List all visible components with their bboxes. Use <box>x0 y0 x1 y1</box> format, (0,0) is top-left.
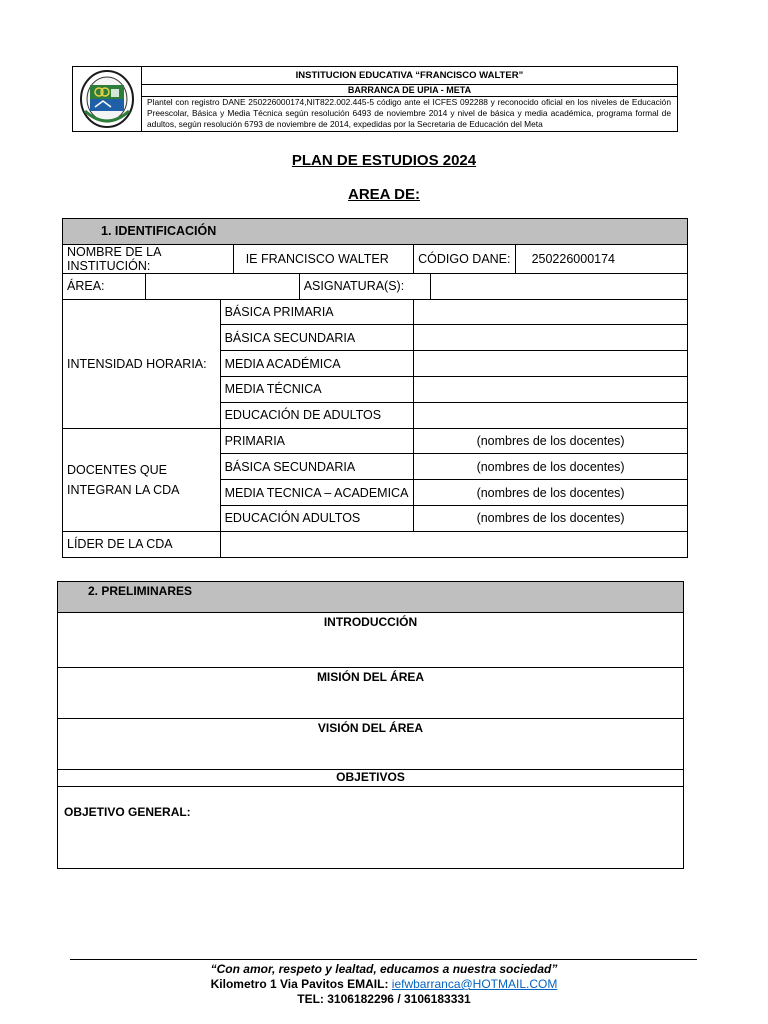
institution-name: INSTITUCION EDUCATIVA “FRANCISCO WALTER” <box>142 67 677 85</box>
docentes-names[interactable]: (nombres de los docentes) <box>414 428 688 454</box>
docentes-names[interactable]: (nombres de los docentes) <box>414 454 688 480</box>
preliminares-heading: 2. PRELIMINARES <box>58 582 684 613</box>
intensidad-hours-field[interactable] <box>414 351 688 377</box>
nombre-value: IE FRANCISCO WALTER <box>233 244 413 273</box>
institution-location: BARRANCA DE UPIA - META <box>142 84 677 97</box>
identificacion-heading: 1. IDENTIFICACIÓN <box>63 219 688 245</box>
docentes-level: EDUCACIÓN ADULTOS <box>220 505 414 531</box>
nombre-label: NOMBRE DE LA INSTITUCIÓN: <box>63 244 234 273</box>
area-label: ÁREA: <box>63 273 146 299</box>
intensidad-level: MEDIA ACADÉMICA <box>220 351 414 377</box>
footer-motto: “Con amor, respeto y lealtad, educamos a nuestra sociedad” <box>210 962 558 976</box>
plan-title: PLAN DE ESTUDIOS 2024 <box>291 152 477 169</box>
preliminares-table <box>57 581 684 869</box>
school-seal-logo <box>73 67 141 131</box>
footer-phones: TEL: 3106182296 / 3106183331 <box>297 992 471 1006</box>
docentes-level: PRIMARIA <box>220 428 414 454</box>
asignatura-value-field[interactable] <box>430 273 687 299</box>
dane-value: 250226000174 <box>515 244 687 273</box>
footer-divider <box>70 959 697 960</box>
asignatura-label: ASIGNATURA(S): <box>299 273 430 299</box>
intensidad-hours-field[interactable] <box>414 325 688 351</box>
objetivo-general-label: OBJETIVO GENERAL: <box>64 805 191 819</box>
introduccion-section[interactable] <box>58 613 684 668</box>
intensidad-level: EDUCACIÓN DE ADULTOS <box>220 402 414 428</box>
institution-header <box>72 66 678 132</box>
footer-address-text: Kilometro 1 Via Pavitos EMAIL: <box>210 977 392 991</box>
area-value-field[interactable] <box>145 273 299 299</box>
lider-value-field[interactable] <box>220 531 687 557</box>
intensidad-level: BÁSICA SECUNDARIA <box>220 325 414 351</box>
docentes-level: BÁSICA SECUNDARIA <box>220 454 414 480</box>
intensidad-level: MEDIA TÉCNICA <box>220 376 414 402</box>
footer-address <box>0 977 768 991</box>
objetivo-general-section[interactable] <box>58 787 684 869</box>
lider-label: LÍDER DE LA CDA <box>63 531 221 557</box>
docentes-label: DOCENTES QUE INTEGRAN LA CDA <box>63 428 221 531</box>
vision-section[interactable] <box>58 719 684 770</box>
dane-label: CÓDIGO DANE: <box>414 244 515 273</box>
docentes-names[interactable]: (nombres de los docentes) <box>414 505 688 531</box>
logo-cell <box>73 67 142 131</box>
vision-heading: VISIÓN DEL ÁREA <box>317 721 424 735</box>
institution-description: Plantel con registro DANE 250226000174,NIT822.002.445-5 código ante el ICFES 092288 y reconocido oficial en los niveles de Educación Preescolar, Básica y Media Técnica según resolución 6493 de noviembre 2014 y nivel de básica y media académica, programa formal de adultos, según resolución 6793 de noviembre de 2014, expedidas por la Secretaria de Educación del Meta <box>147 97 671 129</box>
identificacion-table <box>62 218 688 558</box>
docentes-names[interactable]: (nombres de los docentes) <box>414 480 688 506</box>
introduccion-heading: INTRODUCCIÓN <box>323 615 418 629</box>
intensidad-hours-field[interactable] <box>414 299 688 325</box>
footer-email-link[interactable]: iefwbarranca@HOTMAIL.COM <box>391 977 558 991</box>
intensidad-label: INTENSIDAD HORARIA: <box>63 299 221 428</box>
intensidad-hours-field[interactable] <box>414 402 688 428</box>
area-title: AREA DE: <box>348 186 420 203</box>
intensidad-hours-field[interactable] <box>414 376 688 402</box>
docentes-level: MEDIA TECNICA – ACADEMICA <box>220 480 414 506</box>
objetivos-heading: OBJETIVOS <box>58 770 684 787</box>
mision-heading: MISIÓN DEL ÁREA <box>316 670 425 684</box>
intensidad-level: BÁSICA PRIMARIA <box>220 299 414 325</box>
mision-section[interactable] <box>58 668 684 719</box>
